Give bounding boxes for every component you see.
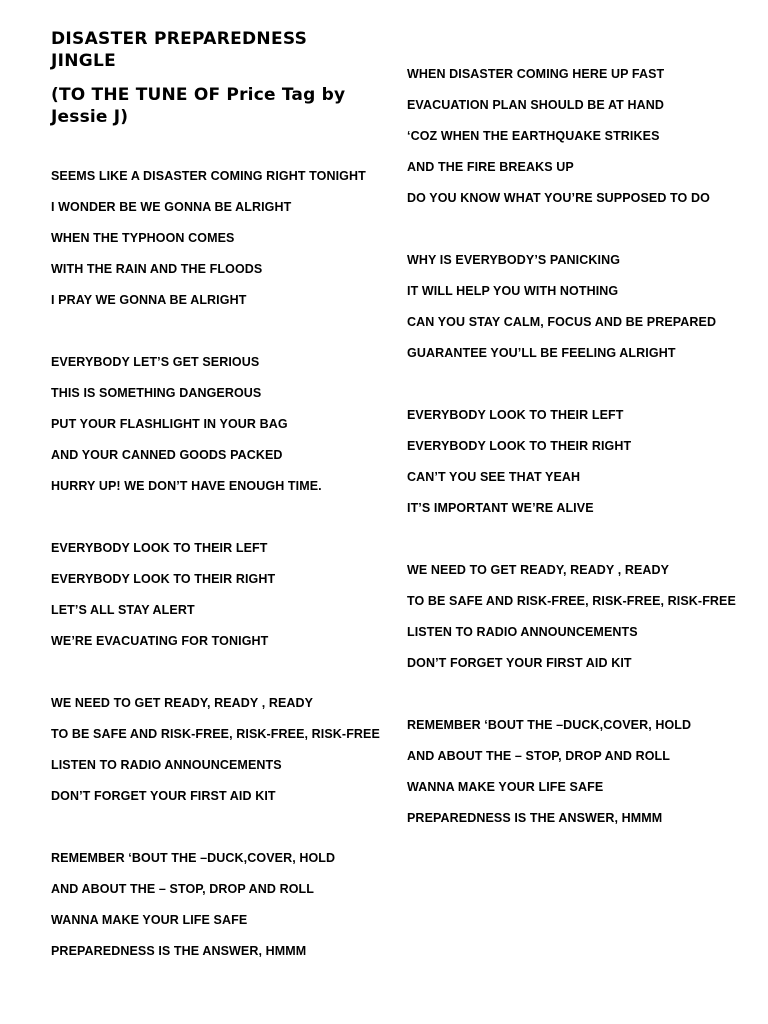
stanza	[407, 245, 747, 369]
stanza	[407, 59, 747, 214]
lyric-line: WANNA MAKE YOUR LIFE SAFE	[407, 780, 604, 794]
stanza	[407, 710, 747, 834]
lyric-line: TO BE SAFE AND RISK-FREE, RISK-FREE, RISK-FREE	[407, 594, 736, 608]
lyric-line: WE NEED TO GET READY, READY , READY	[407, 563, 670, 577]
lyric-line: AND THE FIRE BREAKS UP	[407, 160, 574, 174]
lyric-line: I WONDER BE WE GONNA BE ALRIGHT	[51, 200, 292, 214]
lyric-line: WANNA MAKE YOUR LIFE SAFE	[51, 913, 248, 927]
lyric-line: REMEMBER ‘BOUT THE –DUCK,COVER, HOLD	[51, 851, 336, 865]
lyric-line: LISTEN TO RADIO ANNOUNCEMENTS	[407, 625, 638, 639]
document-title: DISASTER PREPAREDNESS JINGLE	[51, 29, 308, 71]
lyric-line: ‘COZ WHEN THE EARTHQUAKE STRIKES	[407, 129, 660, 143]
lyric-line: EVERYBODY LOOK TO THEIR LEFT	[407, 408, 624, 422]
lyric-line: WHEN THE TYPHOON COMES	[51, 231, 235, 245]
right-column	[407, 59, 747, 865]
lyric-line: EVERYBODY LOOK TO THEIR LEFT	[51, 541, 268, 555]
left-lyrics	[51, 161, 380, 967]
stanza	[51, 347, 371, 502]
lyric-line: PREPAREDNESS IS THE ANSWER, HMMM	[407, 811, 663, 825]
lyric-line: AND ABOUT THE – STOP, DROP AND ROLL	[51, 882, 315, 896]
lyric-line: CAN’T YOU SEE THAT YEAH	[407, 470, 581, 484]
lyric-line: WHEN DISASTER COMING HERE UP FAST	[407, 67, 665, 81]
lyric-line: WITH THE RAIN AND THE FLOODS	[51, 262, 263, 276]
lyric-line: WE NEED TO GET READY, READY , READY	[51, 696, 314, 710]
lyric-line: GUARANTEE YOU’LL BE FEELING ALRIGHT	[407, 346, 676, 360]
lyric-line: PREPAREDNESS IS THE ANSWER, HMMM	[51, 944, 307, 958]
lyric-line: LISTEN TO RADIO ANNOUNCEMENTS	[51, 758, 282, 772]
lyric-line: PUT YOUR FLASHLIGHT IN YOUR BAG	[51, 417, 288, 431]
left-column	[51, 28, 380, 998]
stanza	[51, 161, 371, 316]
lyric-line: AND ABOUT THE – STOP, DROP AND ROLL	[407, 749, 671, 763]
lyric-line: DON’T FORGET YOUR FIRST AID KIT	[407, 656, 632, 670]
lyric-line: THIS IS SOMETHING DANGEROUS	[51, 386, 262, 400]
lyric-line: IT’S IMPORTANT WE’RE ALIVE	[407, 501, 594, 515]
lyric-line: WHY IS EVERYBODY’S PANICKING	[407, 253, 621, 267]
lyric-line: TO BE SAFE AND RISK-FREE, RISK-FREE, RISK-FREE	[51, 727, 380, 741]
document-subtitle: (TO THE TUNE OF Price Tag by Jessie J)	[51, 85, 346, 127]
lyric-line: EVERYBODY LET’S GET SERIOUS	[51, 355, 260, 369]
stanza	[407, 555, 747, 679]
lyric-line: AND YOUR CANNED GOODS PACKED	[51, 448, 283, 462]
lyric-line: EVERYBODY LOOK TO THEIR RIGHT	[51, 572, 276, 586]
lyric-line: I PRAY WE GONNA BE ALRIGHT	[51, 293, 247, 307]
lyric-line: IT WILL HELP YOU WITH NOTHING	[407, 284, 619, 298]
stanza	[51, 688, 380, 812]
lyric-line: WE’RE EVACUATING FOR TONIGHT	[51, 634, 269, 648]
lyric-line: LET’S ALL STAY ALERT	[51, 603, 195, 617]
stanza	[51, 533, 371, 657]
lyric-line: CAN YOU STAY CALM, FOCUS AND BE PREPARED	[407, 315, 717, 329]
lyric-line: EVERYBODY LOOK TO THEIR RIGHT	[407, 439, 632, 453]
lyric-line: HURRY UP! WE DON’T HAVE ENOUGH TIME.	[51, 479, 322, 493]
lyric-line: EVACUATION PLAN SHOULD BE AT HAND	[407, 98, 664, 112]
stanza	[51, 843, 371, 967]
lyric-line: SEEMS LIKE A DISASTER COMING RIGHT TONIGHT	[51, 169, 366, 183]
lyric-line: DON’T FORGET YOUR FIRST AID KIT	[51, 789, 276, 803]
lyric-line: DO YOU KNOW WHAT YOU’RE SUPPOSED TO DO	[407, 191, 710, 205]
stanza	[407, 400, 747, 524]
lyric-line: REMEMBER ‘BOUT THE –DUCK,COVER, HOLD	[407, 718, 692, 732]
